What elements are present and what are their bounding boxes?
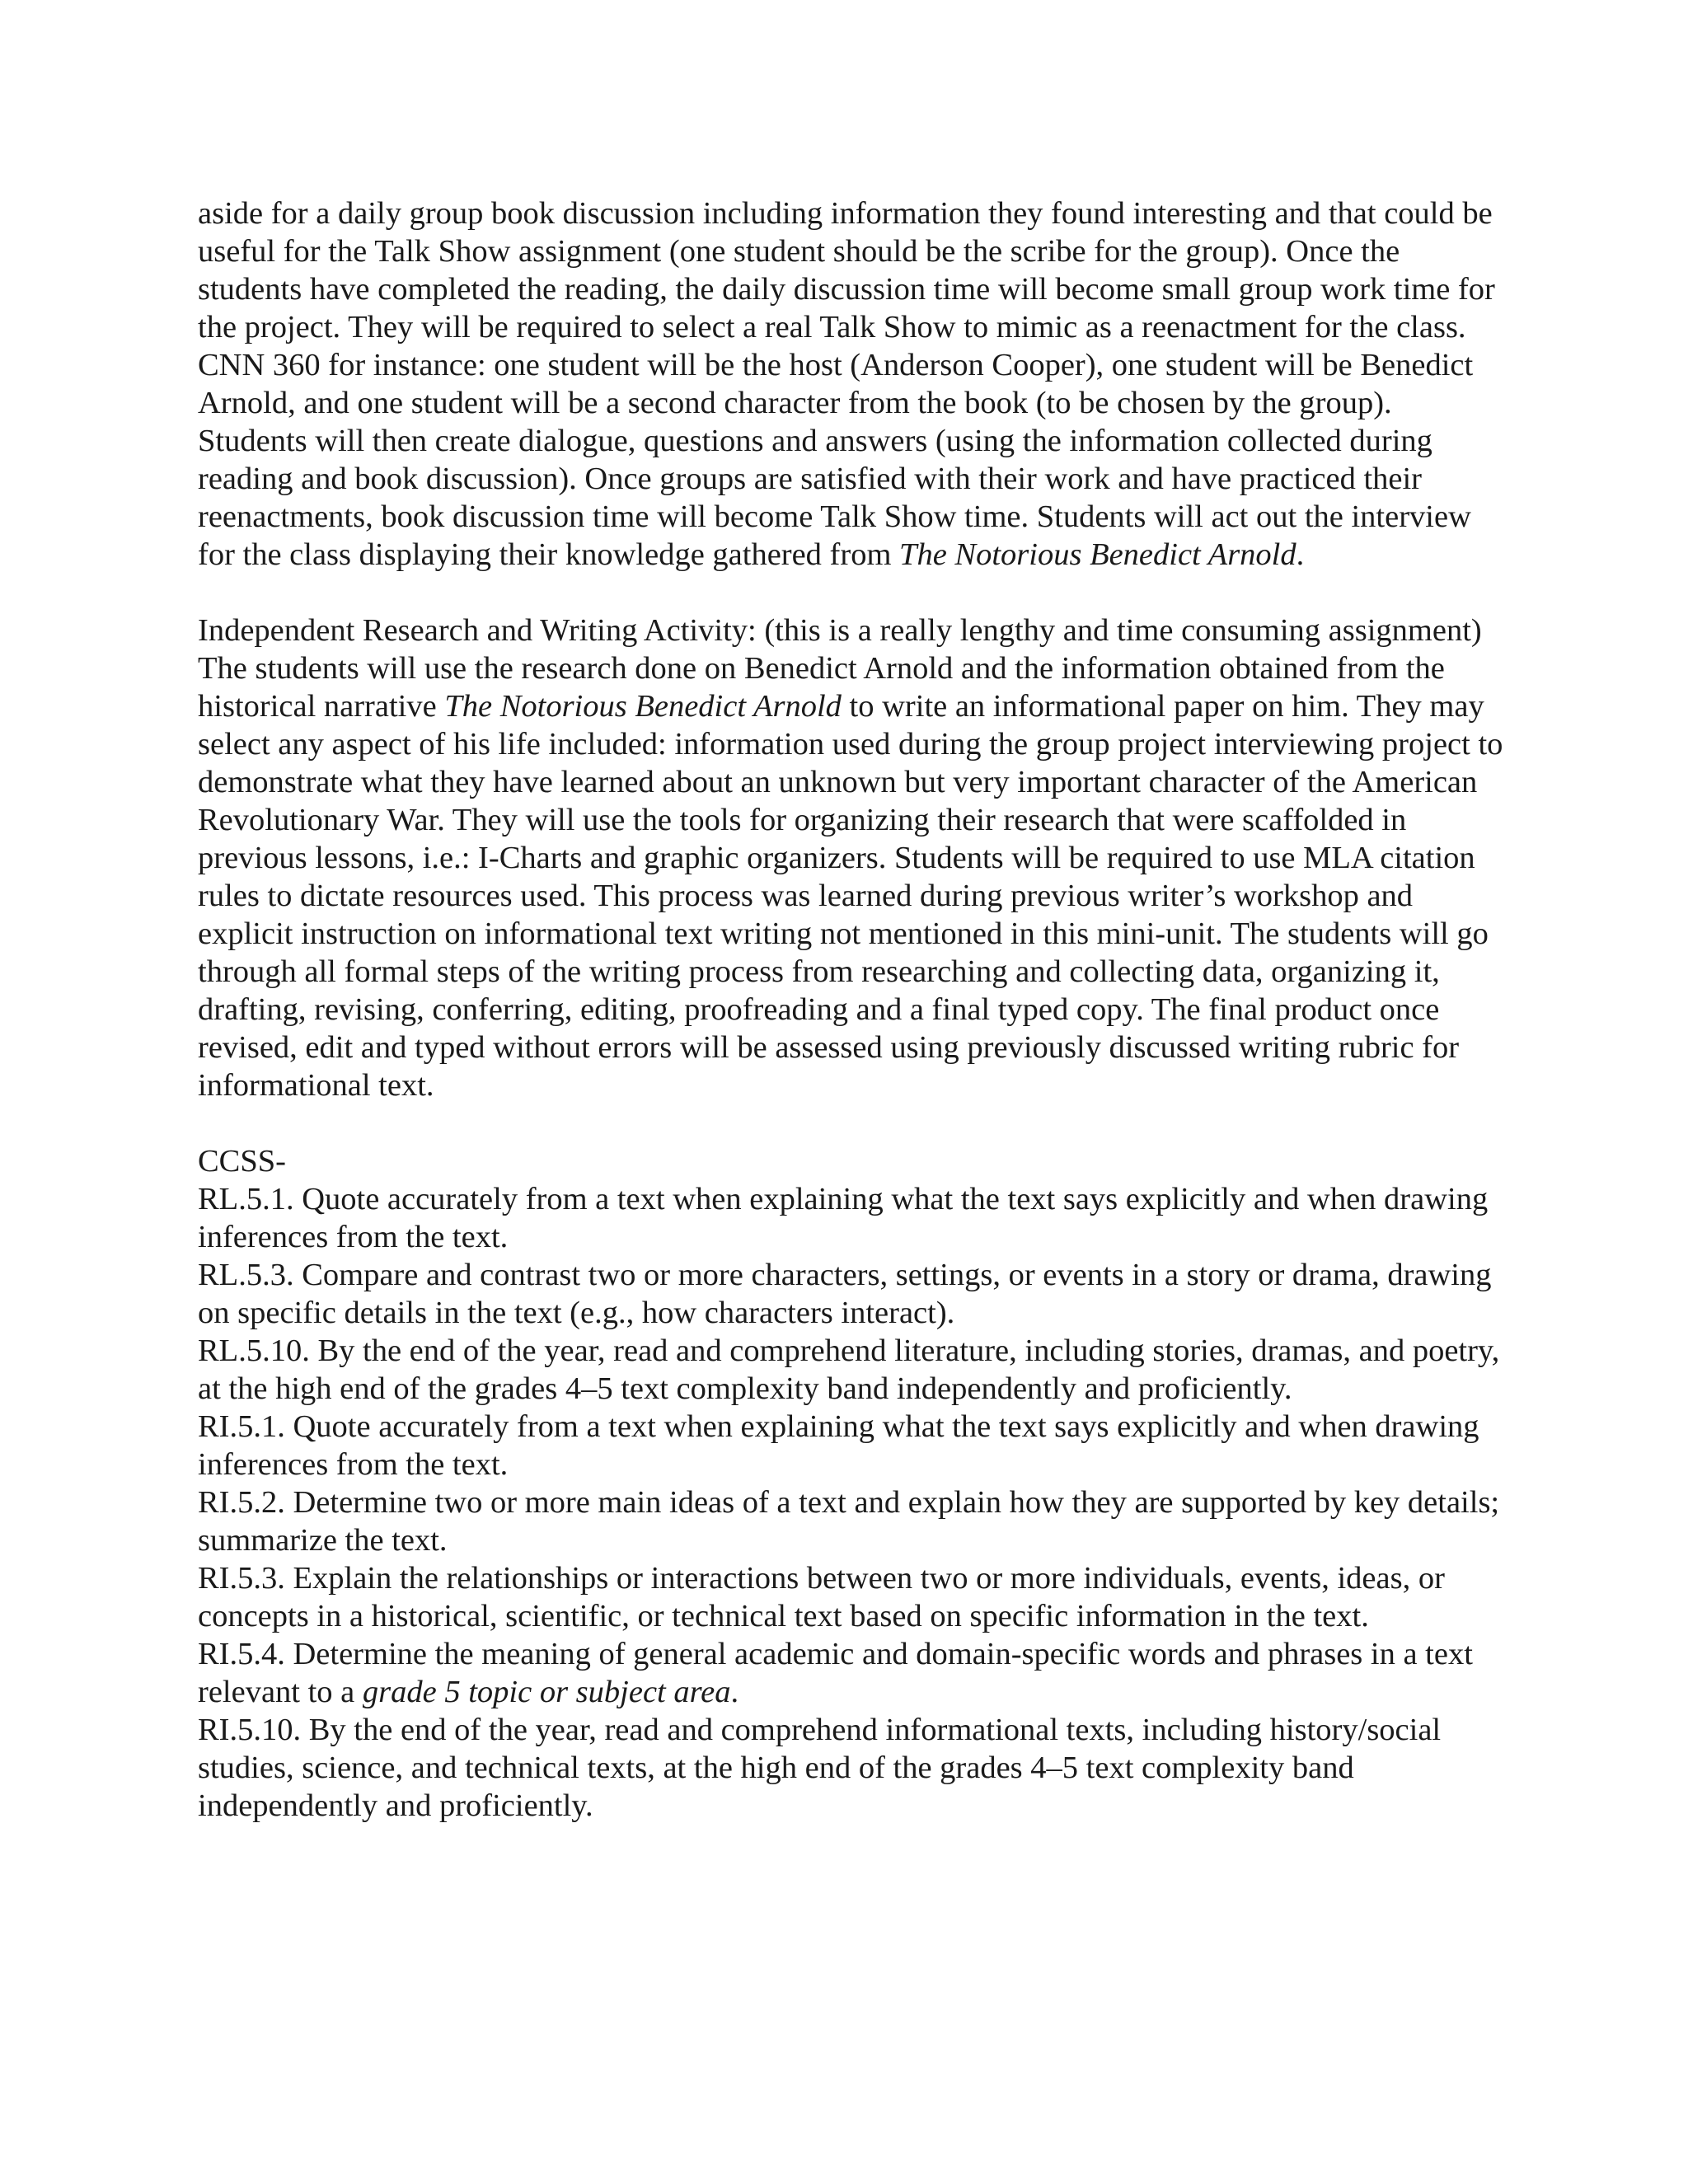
standard-item: RL.5.1. Quote accurately from a text when explaining what the text says explicitly and when drawing inferences from the text. <box>198 1182 1489 1254</box>
standard-item: RL.5.3. Compare and contrast two or more characters, settings, or events in a story or drama, drawing on specific details in the text (e.g., how characters interact). <box>198 1258 1492 1330</box>
research-paragraph-text-start: The students will use the research done on Benedict Arnold and the information obtained from the historical narrative <box>198 651 1445 724</box>
standard-item <box>198 1635 1508 1711</box>
standard-item-text: RI.5.4. Determine the meaning of general academic and domain-specific words and phrases in a text relevant to a <box>198 1637 1473 1709</box>
book-title: The Notorious Benedict Arnold <box>899 537 1296 572</box>
punctuation: . <box>730 1675 739 1709</box>
activity-heading: Independent Research and Writing Activity: (this is a really lengthy and time consuming assignment) <box>198 613 1482 648</box>
standards-heading: CCSS- <box>198 1144 287 1179</box>
paragraph-spacer <box>198 574 1508 612</box>
research-paragraph <box>198 649 1508 1104</box>
paragraph-spacer <box>198 1104 1508 1142</box>
talk-show-paragraph <box>198 194 1508 574</box>
punctuation: . <box>1296 537 1305 572</box>
standard-item: RI.5.1. Quote accurately from a text when explaining what the text says explicitly and when drawing inferences from the text. <box>198 1409 1479 1482</box>
standard-item: RI.5.2. Determine two or more main ideas of a text and explain how they are supported by key details; summarize the text. <box>198 1485 1500 1558</box>
standard-item: RI.5.3. Explain the relationships or interactions between two or more individuals, events, ideas, or concepts in a historical, scientific, or technical text based on specific information in the text. <box>198 1561 1445 1633</box>
standard-item: RI.5.10. By the end of the year, read and comprehend informational texts, including history/social studies, science, and technical texts, at the high end of the grades 4–5 text complexity band independently and proficiently. <box>198 1713 1442 1823</box>
talk-show-paragraph-text: aside for a daily group book discussion including information they found interesting and that could be useful for the Talk Show assignment (one student should be the scribe for the group). Once the students have completed the reading, the daily discussion time will become small group work time for the project. They will be required to select a real Talk Show to mimic as a reenactment for the class. CNN 360 for instance: one student will be the host (Anderson Cooper), one student will be Benedict Arnold, and one student will be a second character from the book (to be chosen by the group). Students will then create dialogue, questions and answers (using the information collected during reading and book discussion). Once groups are satisfied with their work and have practiced their reenactments, book discussion time will become Talk Show time. Students will act out the interview for the class displaying their knowledge gathered from <box>198 196 1495 572</box>
research-paragraph-text-end: to write an informational paper on him. They may select any aspect of his life included: information used during the group project interviewing project to demonstrate what they have learned about an unknown but very important character of the American Revolutionary War. They will use the tools for organizing their research that were scaffolded in previous lessons, i.e.: I-Charts and graphic organizers. Students will be required to use MLA citation rules to dictate resources used. This process was learned during previous writer’s workshop and explicit instruction on informational text writing not mentioned in this mini-unit. The students will go through all formal steps of the writing process from researching and collecting data, organizing it, drafting, revising, conferring, editing, proofreading and a final typed copy. The final product once revised, edit and typed without errors will be assessed using previously discussed writing rubric for informational text. <box>198 689 1503 1103</box>
document-body <box>198 194 1508 1825</box>
book-title: The Notorious Benedict Arnold <box>444 689 842 724</box>
standard-item: RL.5.10. By the end of the year, read and comprehend literature, including stories, dramas, and poetry, at the high end of the grades 4–5 text complexity band independently and proficiently. <box>198 1333 1500 1406</box>
standard-item-italic: grade 5 topic or subject area <box>362 1675 731 1709</box>
